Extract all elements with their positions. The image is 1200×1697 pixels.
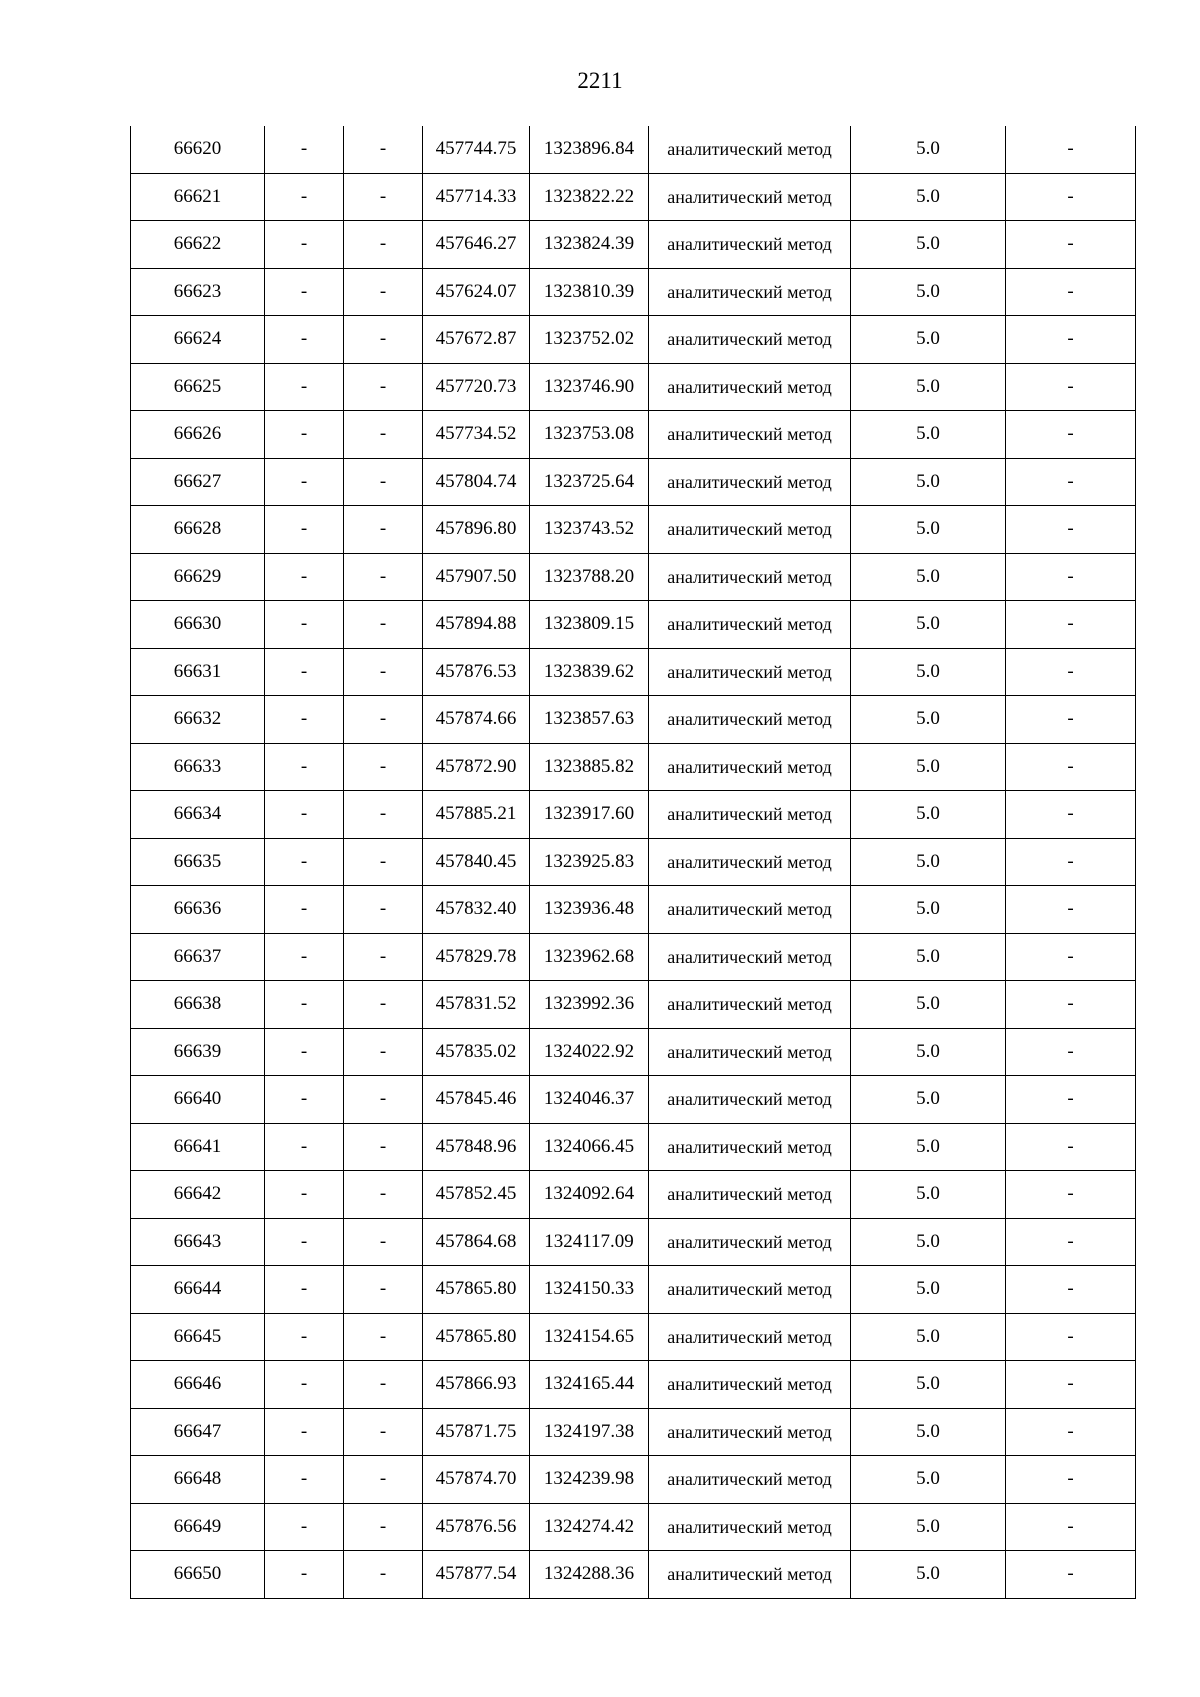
point-number-cell: 66628 <box>131 506 265 554</box>
empty-cell-a: - <box>265 1076 344 1124</box>
method-cell: аналитический метод <box>649 363 851 411</box>
point-number-cell: 66647 <box>131 1408 265 1456</box>
empty-cell-c: - <box>1006 1408 1136 1456</box>
x-coordinate-cell: 457876.53 <box>423 648 530 696</box>
empty-cell-a: - <box>265 1503 344 1551</box>
method-cell: аналитический метод <box>649 1551 851 1599</box>
method-cell: аналитический метод <box>649 1456 851 1504</box>
table-row <box>131 411 1136 459</box>
y-coordinate-cell: 1324165.44 <box>530 1361 649 1409</box>
table-row <box>131 458 1136 506</box>
y-coordinate-cell: 1323788.20 <box>530 553 649 601</box>
empty-cell-a: - <box>265 1551 344 1599</box>
accuracy-cell: 5.0 <box>851 1028 1006 1076</box>
x-coordinate-cell: 457744.75 <box>423 126 530 173</box>
x-coordinate-cell: 457907.50 <box>423 553 530 601</box>
empty-cell-b: - <box>344 173 423 221</box>
empty-cell-b: - <box>344 553 423 601</box>
empty-cell-b: - <box>344 886 423 934</box>
accuracy-cell: 5.0 <box>851 601 1006 649</box>
empty-cell-a: - <box>265 601 344 649</box>
method-cell: аналитический метод <box>649 1313 851 1361</box>
method-cell: аналитический метод <box>649 1266 851 1314</box>
empty-cell-a: - <box>265 981 344 1029</box>
empty-cell-c: - <box>1006 696 1136 744</box>
empty-cell-c: - <box>1006 126 1136 173</box>
x-coordinate-cell: 457831.52 <box>423 981 530 1029</box>
point-number-cell: 66648 <box>131 1456 265 1504</box>
y-coordinate-cell: 1323839.62 <box>530 648 649 696</box>
accuracy-cell: 5.0 <box>851 1408 1006 1456</box>
x-coordinate-cell: 457829.78 <box>423 933 530 981</box>
empty-cell-b: - <box>344 838 423 886</box>
accuracy-cell: 5.0 <box>851 411 1006 459</box>
table-row <box>131 1503 1136 1551</box>
y-coordinate-cell: 1324274.42 <box>530 1503 649 1551</box>
empty-cell-c: - <box>1006 363 1136 411</box>
x-coordinate-cell: 457872.90 <box>423 743 530 791</box>
method-cell: аналитический метод <box>649 411 851 459</box>
point-number-cell: 66649 <box>131 1503 265 1551</box>
point-number-cell: 66622 <box>131 221 265 269</box>
table-row <box>131 1218 1136 1266</box>
empty-cell-c: - <box>1006 933 1136 981</box>
empty-cell-c: - <box>1006 838 1136 886</box>
method-cell: аналитический метод <box>649 126 851 173</box>
empty-cell-a: - <box>265 506 344 554</box>
x-coordinate-cell: 457848.96 <box>423 1123 530 1171</box>
y-coordinate-cell: 1324239.98 <box>530 1456 649 1504</box>
point-number-cell: 66650 <box>131 1551 265 1599</box>
table-row <box>131 221 1136 269</box>
table-row <box>131 1028 1136 1076</box>
method-cell: аналитический метод <box>649 1171 851 1219</box>
empty-cell-c: - <box>1006 1028 1136 1076</box>
y-coordinate-cell: 1324117.09 <box>530 1218 649 1266</box>
empty-cell-a: - <box>265 553 344 601</box>
empty-cell-c: - <box>1006 1456 1136 1504</box>
table-row <box>131 268 1136 316</box>
empty-cell-b: - <box>344 601 423 649</box>
point-number-cell: 66631 <box>131 648 265 696</box>
empty-cell-a: - <box>265 1028 344 1076</box>
y-coordinate-cell: 1323743.52 <box>530 506 649 554</box>
y-coordinate-cell: 1324154.65 <box>530 1313 649 1361</box>
empty-cell-c: - <box>1006 791 1136 839</box>
table-row <box>131 553 1136 601</box>
point-number-cell: 66641 <box>131 1123 265 1171</box>
empty-cell-a: - <box>265 1408 344 1456</box>
coordinates-table-body <box>131 126 1136 1598</box>
method-cell: аналитический метод <box>649 553 851 601</box>
empty-cell-a: - <box>265 696 344 744</box>
point-number-cell: 66629 <box>131 553 265 601</box>
table-row <box>131 1123 1136 1171</box>
empty-cell-c: - <box>1006 1171 1136 1219</box>
y-coordinate-cell: 1324066.45 <box>530 1123 649 1171</box>
point-number-cell: 66636 <box>131 886 265 934</box>
empty-cell-a: - <box>265 1361 344 1409</box>
table-row <box>131 981 1136 1029</box>
empty-cell-a: - <box>265 1171 344 1219</box>
x-coordinate-cell: 457894.88 <box>423 601 530 649</box>
x-coordinate-cell: 457866.93 <box>423 1361 530 1409</box>
page-number: 2211 <box>577 68 623 93</box>
x-coordinate-cell: 457714.33 <box>423 173 530 221</box>
x-coordinate-cell: 457871.75 <box>423 1408 530 1456</box>
empty-cell-c: - <box>1006 886 1136 934</box>
accuracy-cell: 5.0 <box>851 1171 1006 1219</box>
x-coordinate-cell: 457720.73 <box>423 363 530 411</box>
empty-cell-c: - <box>1006 268 1136 316</box>
x-coordinate-cell: 457840.45 <box>423 838 530 886</box>
y-coordinate-cell: 1323917.60 <box>530 791 649 839</box>
empty-cell-b: - <box>344 743 423 791</box>
point-number-cell: 66646 <box>131 1361 265 1409</box>
method-cell: аналитический метод <box>649 316 851 364</box>
empty-cell-c: - <box>1006 411 1136 459</box>
empty-cell-b: - <box>344 1408 423 1456</box>
y-coordinate-cell: 1323725.64 <box>530 458 649 506</box>
point-number-cell: 66638 <box>131 981 265 1029</box>
y-coordinate-cell: 1323810.39 <box>530 268 649 316</box>
y-coordinate-cell: 1323822.22 <box>530 173 649 221</box>
point-number-cell: 66634 <box>131 791 265 839</box>
empty-cell-b: - <box>344 791 423 839</box>
accuracy-cell: 5.0 <box>851 506 1006 554</box>
table-row <box>131 1076 1136 1124</box>
empty-cell-a: - <box>265 411 344 459</box>
method-cell: аналитический метод <box>649 173 851 221</box>
y-coordinate-cell: 1323824.39 <box>530 221 649 269</box>
empty-cell-b: - <box>344 1266 423 1314</box>
x-coordinate-cell: 457646.27 <box>423 221 530 269</box>
empty-cell-a: - <box>265 743 344 791</box>
y-coordinate-cell: 1323752.02 <box>530 316 649 364</box>
method-cell: аналитический метод <box>649 1361 851 1409</box>
point-number-cell: 66633 <box>131 743 265 791</box>
accuracy-cell: 5.0 <box>851 791 1006 839</box>
x-coordinate-cell: 457852.45 <box>423 1171 530 1219</box>
x-coordinate-cell: 457896.80 <box>423 506 530 554</box>
empty-cell-a: - <box>265 1123 344 1171</box>
y-coordinate-cell: 1324150.33 <box>530 1266 649 1314</box>
empty-cell-a: - <box>265 1266 344 1314</box>
y-coordinate-cell: 1323857.63 <box>530 696 649 744</box>
empty-cell-b: - <box>344 221 423 269</box>
empty-cell-c: - <box>1006 1503 1136 1551</box>
empty-cell-c: - <box>1006 1361 1136 1409</box>
method-cell: аналитический метод <box>649 221 851 269</box>
empty-cell-a: - <box>265 363 344 411</box>
method-cell: аналитический метод <box>649 1123 851 1171</box>
method-cell: аналитический метод <box>649 506 851 554</box>
method-cell: аналитический метод <box>649 933 851 981</box>
table-row <box>131 1266 1136 1314</box>
y-coordinate-cell: 1323809.15 <box>530 601 649 649</box>
x-coordinate-cell: 457845.46 <box>423 1076 530 1124</box>
x-coordinate-cell: 457865.80 <box>423 1313 530 1361</box>
point-number-cell: 66624 <box>131 316 265 364</box>
x-coordinate-cell: 457672.87 <box>423 316 530 364</box>
method-cell: аналитический метод <box>649 1028 851 1076</box>
method-cell: аналитический метод <box>649 648 851 696</box>
empty-cell-a: - <box>265 173 344 221</box>
empty-cell-b: - <box>344 1456 423 1504</box>
x-coordinate-cell: 457865.80 <box>423 1266 530 1314</box>
point-number-cell: 66642 <box>131 1171 265 1219</box>
accuracy-cell: 5.0 <box>851 126 1006 173</box>
y-coordinate-cell: 1323925.83 <box>530 838 649 886</box>
empty-cell-c: - <box>1006 981 1136 1029</box>
table-row <box>131 126 1136 173</box>
method-cell: аналитический метод <box>649 601 851 649</box>
accuracy-cell: 5.0 <box>851 1361 1006 1409</box>
x-coordinate-cell: 457804.74 <box>423 458 530 506</box>
empty-cell-c: - <box>1006 648 1136 696</box>
x-coordinate-cell: 457874.66 <box>423 696 530 744</box>
empty-cell-a: - <box>265 1313 344 1361</box>
empty-cell-b: - <box>344 1551 423 1599</box>
empty-cell-c: - <box>1006 316 1136 364</box>
table-row <box>131 696 1136 744</box>
point-number-cell: 66639 <box>131 1028 265 1076</box>
accuracy-cell: 5.0 <box>851 458 1006 506</box>
y-coordinate-cell: 1323896.84 <box>530 126 649 173</box>
method-cell: аналитический метод <box>649 1408 851 1456</box>
y-coordinate-cell: 1323753.08 <box>530 411 649 459</box>
point-number-cell: 66620 <box>131 126 265 173</box>
point-number-cell: 66640 <box>131 1076 265 1124</box>
accuracy-cell: 5.0 <box>851 838 1006 886</box>
accuracy-cell: 5.0 <box>851 933 1006 981</box>
accuracy-cell: 5.0 <box>851 981 1006 1029</box>
y-coordinate-cell: 1324197.38 <box>530 1408 649 1456</box>
table-row <box>131 1408 1136 1456</box>
table-row <box>131 648 1136 696</box>
table-row <box>131 1313 1136 1361</box>
empty-cell-b: - <box>344 1503 423 1551</box>
accuracy-cell: 5.0 <box>851 1313 1006 1361</box>
empty-cell-c: - <box>1006 458 1136 506</box>
empty-cell-b: - <box>344 696 423 744</box>
y-coordinate-cell: 1323746.90 <box>530 363 649 411</box>
empty-cell-a: - <box>265 126 344 173</box>
empty-cell-b: - <box>344 981 423 1029</box>
point-number-cell: 66637 <box>131 933 265 981</box>
table-row <box>131 316 1136 364</box>
point-number-cell: 66630 <box>131 601 265 649</box>
empty-cell-b: - <box>344 1123 423 1171</box>
empty-cell-c: - <box>1006 1218 1136 1266</box>
empty-cell-a: - <box>265 268 344 316</box>
empty-cell-b: - <box>344 1361 423 1409</box>
x-coordinate-cell: 457864.68 <box>423 1218 530 1266</box>
method-cell: аналитический метод <box>649 268 851 316</box>
empty-cell-b: - <box>344 933 423 981</box>
empty-cell-b: - <box>344 411 423 459</box>
y-coordinate-cell: 1323992.36 <box>530 981 649 1029</box>
y-coordinate-cell: 1323962.68 <box>530 933 649 981</box>
y-coordinate-cell: 1323885.82 <box>530 743 649 791</box>
empty-cell-b: - <box>344 363 423 411</box>
x-coordinate-cell: 457885.21 <box>423 791 530 839</box>
accuracy-cell: 5.0 <box>851 1266 1006 1314</box>
point-number-cell: 66626 <box>131 411 265 459</box>
y-coordinate-cell: 1324288.36 <box>530 1551 649 1599</box>
x-coordinate-cell: 457874.70 <box>423 1456 530 1504</box>
empty-cell-c: - <box>1006 743 1136 791</box>
method-cell: аналитический метод <box>649 1503 851 1551</box>
method-cell: аналитический метод <box>649 1076 851 1124</box>
x-coordinate-cell: 457624.07 <box>423 268 530 316</box>
accuracy-cell: 5.0 <box>851 1123 1006 1171</box>
empty-cell-a: - <box>265 791 344 839</box>
method-cell: аналитический метод <box>649 458 851 506</box>
point-number-cell: 66645 <box>131 1313 265 1361</box>
table-row <box>131 743 1136 791</box>
point-number-cell: 66632 <box>131 696 265 744</box>
empty-cell-a: - <box>265 221 344 269</box>
table-row <box>131 838 1136 886</box>
empty-cell-b: - <box>344 1028 423 1076</box>
accuracy-cell: 5.0 <box>851 1551 1006 1599</box>
table-row <box>131 506 1136 554</box>
empty-cell-b: - <box>344 648 423 696</box>
x-coordinate-cell: 457877.54 <box>423 1551 530 1599</box>
table-row <box>131 1361 1136 1409</box>
empty-cell-c: - <box>1006 173 1136 221</box>
empty-cell-b: - <box>344 1076 423 1124</box>
point-number-cell: 66621 <box>131 173 265 221</box>
point-number-cell: 66625 <box>131 363 265 411</box>
accuracy-cell: 5.0 <box>851 886 1006 934</box>
accuracy-cell: 5.0 <box>851 1503 1006 1551</box>
empty-cell-b: - <box>344 1218 423 1266</box>
empty-cell-a: - <box>265 458 344 506</box>
empty-cell-a: - <box>265 1456 344 1504</box>
empty-cell-c: - <box>1006 601 1136 649</box>
empty-cell-a: - <box>265 316 344 364</box>
accuracy-cell: 5.0 <box>851 221 1006 269</box>
empty-cell-b: - <box>344 1313 423 1361</box>
coordinates-table <box>130 126 1136 1599</box>
accuracy-cell: 5.0 <box>851 743 1006 791</box>
accuracy-cell: 5.0 <box>851 1456 1006 1504</box>
accuracy-cell: 5.0 <box>851 363 1006 411</box>
table-row <box>131 363 1136 411</box>
empty-cell-b: - <box>344 458 423 506</box>
table-row <box>131 1551 1136 1599</box>
accuracy-cell: 5.0 <box>851 648 1006 696</box>
table-row <box>131 1456 1136 1504</box>
point-number-cell: 66644 <box>131 1266 265 1314</box>
y-coordinate-cell: 1324092.64 <box>530 1171 649 1219</box>
method-cell: аналитический метод <box>649 1218 851 1266</box>
point-number-cell: 66643 <box>131 1218 265 1266</box>
table-row <box>131 1171 1136 1219</box>
accuracy-cell: 5.0 <box>851 553 1006 601</box>
empty-cell-c: - <box>1006 1076 1136 1124</box>
method-cell: аналитический метод <box>649 696 851 744</box>
empty-cell-c: - <box>1006 1266 1136 1314</box>
x-coordinate-cell: 457835.02 <box>423 1028 530 1076</box>
empty-cell-a: - <box>265 886 344 934</box>
empty-cell-c: - <box>1006 1551 1136 1599</box>
method-cell: аналитический метод <box>649 743 851 791</box>
empty-cell-a: - <box>265 933 344 981</box>
x-coordinate-cell: 457876.56 <box>423 1503 530 1551</box>
empty-cell-b: - <box>344 316 423 364</box>
y-coordinate-cell: 1324046.37 <box>530 1076 649 1124</box>
empty-cell-a: - <box>265 648 344 696</box>
table-row <box>131 601 1136 649</box>
empty-cell-b: - <box>344 268 423 316</box>
table-row <box>131 173 1136 221</box>
method-cell: аналитический метод <box>649 791 851 839</box>
point-number-cell: 66627 <box>131 458 265 506</box>
table-row <box>131 791 1136 839</box>
empty-cell-c: - <box>1006 1123 1136 1171</box>
y-coordinate-cell: 1324022.92 <box>530 1028 649 1076</box>
accuracy-cell: 5.0 <box>851 173 1006 221</box>
empty-cell-b: - <box>344 126 423 173</box>
accuracy-cell: 5.0 <box>851 696 1006 744</box>
empty-cell-b: - <box>344 506 423 554</box>
point-number-cell: 66623 <box>131 268 265 316</box>
method-cell: аналитический метод <box>649 981 851 1029</box>
point-number-cell: 66635 <box>131 838 265 886</box>
accuracy-cell: 5.0 <box>851 1218 1006 1266</box>
table-row <box>131 886 1136 934</box>
method-cell: аналитический метод <box>649 886 851 934</box>
accuracy-cell: 5.0 <box>851 1076 1006 1124</box>
empty-cell-a: - <box>265 838 344 886</box>
empty-cell-a: - <box>265 1218 344 1266</box>
accuracy-cell: 5.0 <box>851 316 1006 364</box>
empty-cell-c: - <box>1006 221 1136 269</box>
accuracy-cell: 5.0 <box>851 268 1006 316</box>
empty-cell-c: - <box>1006 506 1136 554</box>
x-coordinate-cell: 457832.40 <box>423 886 530 934</box>
table-row <box>131 933 1136 981</box>
x-coordinate-cell: 457734.52 <box>423 411 530 459</box>
y-coordinate-cell: 1323936.48 <box>530 886 649 934</box>
method-cell: аналитический метод <box>649 838 851 886</box>
empty-cell-c: - <box>1006 553 1136 601</box>
empty-cell-c: - <box>1006 1313 1136 1361</box>
empty-cell-b: - <box>344 1171 423 1219</box>
